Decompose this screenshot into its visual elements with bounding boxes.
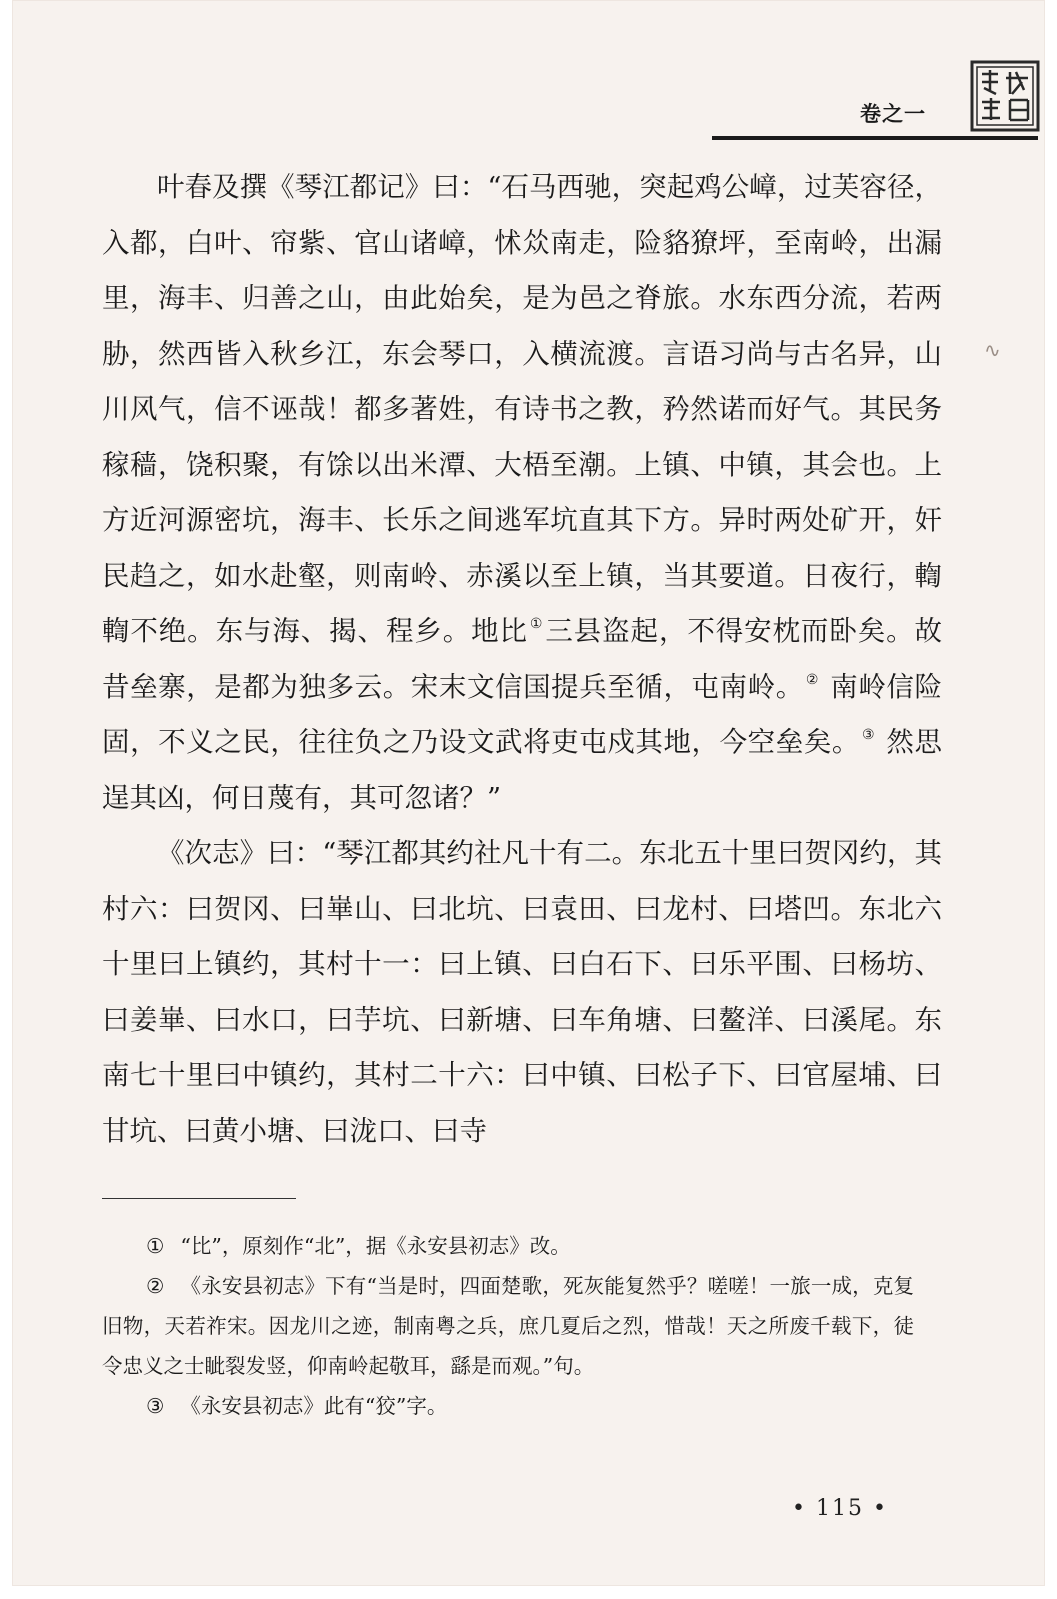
- page-number: • 115 •: [792, 1496, 888, 1521]
- footnotes: [102, 1226, 914, 1426]
- footnote-text: 《永安县初志》下有“当是时，四面楚歌，死灰能复然乎？嗟嗟！一旅一成，克复旧物，天若祚宋。因龙川之迹，制南粤之兵，庶几夏后之烈，惜哉！天之所废千载下，徒令忠义之士眦裂发竖，仰南岭起敬耳，繇是而观。”句。: [102, 1274, 914, 1378]
- footnote-rule: [102, 1198, 296, 1199]
- footnote-text: 《永安县初志》此有“狡”字。: [180, 1394, 448, 1418]
- page: [12, 0, 1045, 1586]
- margin-scribble: ∿: [984, 338, 1001, 362]
- footnote-mark: ②: [146, 1274, 165, 1298]
- footnote-ref-3: ③: [861, 727, 876, 743]
- footnote-mark: ①: [146, 1234, 165, 1258]
- header-rule: [712, 136, 1038, 140]
- footnote-mark: ③: [146, 1394, 165, 1418]
- seal-stamp-icon: [970, 60, 1040, 132]
- main-text: [102, 160, 942, 1159]
- footnote-1: [102, 1226, 914, 1266]
- footnote-ref-1: ①: [529, 616, 544, 632]
- paragraph: [102, 160, 942, 826]
- text-run: 南岭信险固，不义之民，往往负之乃设文武将吏屯戍其地，今空垒矣。: [102, 670, 942, 758]
- footnote-2: [102, 1266, 914, 1386]
- footnote-3: [102, 1386, 914, 1426]
- text-run: 三县盗起，不得安枕而卧矣。故昔垒寨，是都为独多云。宋末文信国提兵至循，屯南岭。: [102, 615, 943, 703]
- footnote-text: “比”，原刻作“北”，据《永安县初志》改。: [180, 1234, 571, 1258]
- text-run: 然思逞其凶，何日蔑有，其可忽诸？”: [102, 726, 942, 814]
- paragraph: 《次志》曰：“琴江都其约社凡十有二。东北五十里曰贺冈约，其村六：曰贺冈、曰崋山、曰北坑、曰袁田、曰龙村、曰塔凹。东北六十里曰上镇约，其村十一：曰上镇、曰白石下、曰乐平围、曰杨坊、曰姜崋、曰水口，曰芋坑、曰新塘、曰车角塘、曰鳌洋、曰溪尾。东南七十里曰中镇约，其村二十六：曰中镇、曰松子下、曰官屋埔、曰甘坑、曰黄小塘、曰泷口、曰寺: [102, 837, 942, 1147]
- running-title: 卷之一: [860, 102, 926, 126]
- footnote-ref-2: ②: [805, 671, 819, 688]
- text-run: 叶春及撰《琴江都记》曰：“石马西驰，突起鸡公嶂，过芙容径，入都，白叶、帘紫、官山诸嶂，怵𠈌南走，险貉獠坪，至南岭，出漏里，海丰、归善之山，由此始矣，是为邑之脊旅。水东西分流，若两胁，然西皆入秋乡江，东会琴口，入横流渡。言语习尚与古名异，山川风气，信不诬哉！都多著姓，有诗书之教，矜然诺而好气。其民务稼穑，饶积聚，有馀以出米潭、大梧至潮。上镇、中镇，其会也。上方近河源密坑，海丰、长乐之间逃军坑直其下方。异时两处矿开，奸民趋之，如水赴壑，则南岭、赤溪以至上镇，当其要道。日夜行，輷輷不绝。东与海、揭、程乡。地比: [102, 171, 942, 647]
